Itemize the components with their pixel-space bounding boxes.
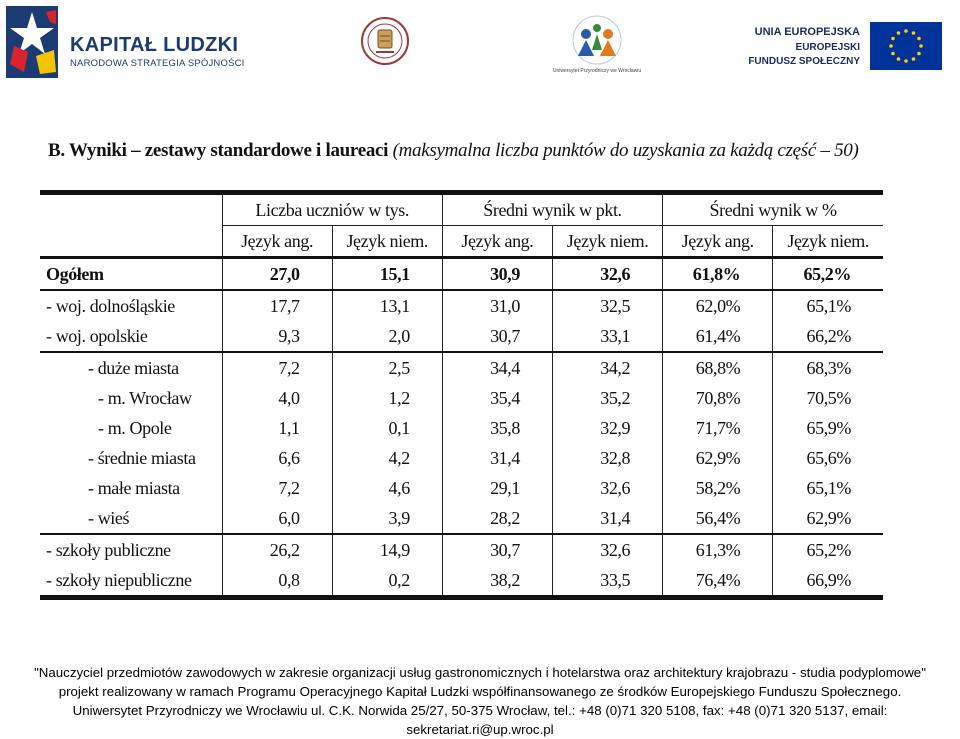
table-cell: 3,9	[332, 503, 442, 534]
kapital-ludzki-title: KAPITAŁ LUDZKI	[70, 34, 239, 56]
eu-star	[897, 57, 901, 61]
table-cell: 35,2	[552, 383, 662, 413]
footer	[0, 663, 960, 739]
table-cell: 30,7	[442, 534, 552, 565]
eu-star	[891, 52, 895, 56]
table-cell: 32,9	[552, 413, 662, 443]
row-label: - małe miasta	[88, 478, 180, 498]
table-cell: 62,9%	[773, 503, 883, 534]
table-cell: 26,2	[222, 534, 332, 565]
eu-line-2: EUROPEJSKI	[795, 42, 860, 53]
table-cell: 62,9%	[663, 443, 773, 473]
section-title	[48, 140, 859, 162]
eu-star	[891, 37, 895, 41]
table-cell: 76,4%	[663, 565, 773, 598]
table-cell: 13,1	[332, 290, 442, 321]
table-cell: 61,8%	[663, 258, 773, 291]
table-cell: 65,2%	[773, 534, 883, 565]
subheader-cell: Język niem.	[332, 226, 442, 258]
section-title-note: (maksymalna liczba punktów do uzyskania za każdą część – 50)	[392, 140, 859, 161]
row-label: - woj. opolskie	[40, 321, 222, 352]
table-cell: 9,3	[222, 321, 332, 352]
table-cell: 6,6	[222, 443, 332, 473]
table-cell: 28,2	[442, 503, 552, 534]
eu-star	[889, 44, 893, 48]
row-label: - średnie miasta	[88, 448, 196, 468]
table-cell: 38,2	[442, 565, 552, 598]
table-cell: 15,1	[332, 258, 442, 291]
table-cell: 31,4	[552, 503, 662, 534]
footer-email: sekretariat.ri@up.wroc.pl	[406, 722, 554, 737]
table-cell: 70,8%	[663, 383, 773, 413]
table-cell: 56,4%	[663, 503, 773, 534]
eu-logo	[748, 8, 956, 84]
subheader-cell: Język niem.	[552, 226, 662, 258]
eu-line-1: UNIA EUROPEJSKA	[754, 26, 860, 38]
table-row	[40, 473, 883, 503]
header-corner	[40, 193, 222, 226]
table-cell: 30,7	[442, 321, 552, 352]
university-seal-icon	[360, 16, 410, 66]
table-cell: 65,2%	[773, 258, 883, 291]
row-label: Ogółem	[40, 258, 222, 291]
subheader-cell: Język ang.	[663, 226, 773, 258]
table-cell: 65,6%	[773, 443, 883, 473]
section-title-main: B. Wyniki – zestawy standardowe i laureaci	[48, 140, 389, 161]
subheader-cell: Język ang.	[442, 226, 552, 258]
eu-star	[917, 37, 921, 41]
table-row	[40, 534, 883, 565]
footer-line-2: projekt realizowany w ramach Programu Operacyjnego Kapitał Ludzki współfinansowanego ze środków Europejskiego Funduszu Społecznego.	[58, 684, 902, 699]
row-label: - duże miasta	[88, 358, 179, 378]
group-header-count: Liczba uczniów w tys.	[222, 193, 442, 226]
table-cell: 4,6	[332, 473, 442, 503]
table-cell: 68,8%	[663, 352, 773, 383]
table-cell: 33,5	[552, 565, 662, 598]
table-cell: 2,0	[332, 321, 442, 352]
row-label: - woj. dolnośląskie	[46, 296, 175, 316]
table-row	[40, 290, 883, 321]
university-logo	[552, 10, 642, 76]
table-cell: 65,9%	[773, 413, 883, 443]
table-cell: 4,0	[222, 383, 332, 413]
table-row	[40, 321, 883, 352]
table-row	[40, 413, 883, 443]
header-logo-bar	[0, 0, 960, 90]
table-cell: 31,4	[442, 443, 552, 473]
eu-star	[904, 29, 908, 33]
table-cell: 65,1%	[773, 473, 883, 503]
table-cell: 33,1	[552, 321, 662, 352]
footer-line-3: Uniwersytet Przyrodniczy we Wrocławiu ul. C.K. Norwida 25/27, 50-375 Wrocław, tel.: +48 (0)71 320 5108, fax: +48 (0)71 320 5137, email:	[72, 703, 888, 718]
eu-star	[912, 31, 916, 35]
table-cell: 32,8	[552, 443, 662, 473]
row-label: - m. Wrocław	[98, 388, 192, 408]
table-cell: 68,3%	[773, 352, 883, 383]
kapital-ludzki-logo	[6, 6, 256, 78]
table-cell: 29,1	[442, 473, 552, 503]
table-row	[40, 565, 883, 598]
eu-flag-icon	[870, 22, 942, 70]
table-cell: 7,2	[222, 473, 332, 503]
kapital-ludzki-subtitle: NARODOWA STRATEGIA SPÓJNOŚCI	[70, 58, 245, 69]
table-cell: 14,9	[332, 534, 442, 565]
results-table	[40, 190, 883, 600]
table-cell: 35,4	[442, 383, 552, 413]
subheader-corner	[40, 226, 222, 258]
table-cell: 4,2	[332, 443, 442, 473]
group-header-percent: Średni wynik w %	[663, 193, 883, 226]
table-cell: 27,0	[222, 258, 332, 291]
table-cell: 17,7	[222, 290, 332, 321]
table-cell: 65,1%	[773, 290, 883, 321]
table-cell: 32,6	[552, 534, 662, 565]
table-row	[40, 383, 883, 413]
row-label: - szkoły niepubliczne	[40, 565, 222, 598]
table-cell: 58,2%	[663, 473, 773, 503]
table-cell: 34,4	[442, 352, 552, 383]
table-cell: 35,8	[442, 413, 552, 443]
table-cell: 61,4%	[663, 321, 773, 352]
university-logo-caption: Uniwersytet Przyrodniczy we Wrocławiu	[552, 68, 642, 74]
table-cell: 7,2	[222, 352, 332, 383]
eu-star	[904, 59, 908, 63]
results-table-body	[40, 258, 883, 598]
table-cell: 32,6	[552, 258, 662, 291]
group-header-points: Średni wynik w pkt.	[442, 193, 662, 226]
table-cell: 2,5	[332, 352, 442, 383]
table-cell: 31,0	[442, 290, 552, 321]
table-cell: 66,2%	[773, 321, 883, 352]
table-cell: 1,2	[332, 383, 442, 413]
kapital-ludzki-star-icon	[6, 6, 58, 78]
row-label: - m. Opole	[98, 418, 172, 438]
table-cell: 0,1	[332, 413, 442, 443]
table-cell: 30,9	[442, 258, 552, 291]
eu-star	[897, 31, 901, 35]
table-cell: 70,5%	[773, 383, 883, 413]
subheader-cell: Język niem.	[773, 226, 883, 258]
table-cell: 34,2	[552, 352, 662, 383]
table-row	[40, 503, 883, 534]
row-label: - wieś	[40, 503, 222, 534]
table-cell: 61,3%	[663, 534, 773, 565]
table-cell: 32,6	[552, 473, 662, 503]
table-cell: 71,7%	[663, 413, 773, 443]
eu-star	[917, 52, 921, 56]
eu-line-3: FUNDUSZ SPOŁECZNY	[748, 56, 860, 67]
table-cell: 0,8	[222, 565, 332, 598]
table-cell: 1,1	[222, 413, 332, 443]
university-people-logo-icon	[552, 10, 642, 68]
table-cell: 32,5	[552, 290, 662, 321]
row-label: - szkoły publiczne	[46, 540, 171, 560]
results-table-wrapper	[40, 190, 883, 600]
table-cell: 66,9%	[773, 565, 883, 598]
subheader-cell: Język ang.	[222, 226, 332, 258]
footer-line-1: "Nauczyciel przedmiotów zawodowych w zakresie organizacji usług gastronomicznych i hotelarstwa oraz architektury krajobrazu - studia podyplomowe"	[34, 665, 926, 680]
table-cell: 6,0	[222, 503, 332, 534]
table-cell: 0,2	[332, 565, 442, 598]
table-cell: 62,0%	[663, 290, 773, 321]
table-row	[40, 443, 883, 473]
table-row-total	[40, 258, 883, 291]
eu-star	[912, 57, 916, 61]
results-table-header	[40, 193, 883, 258]
eu-star	[919, 44, 923, 48]
table-row	[40, 352, 883, 383]
